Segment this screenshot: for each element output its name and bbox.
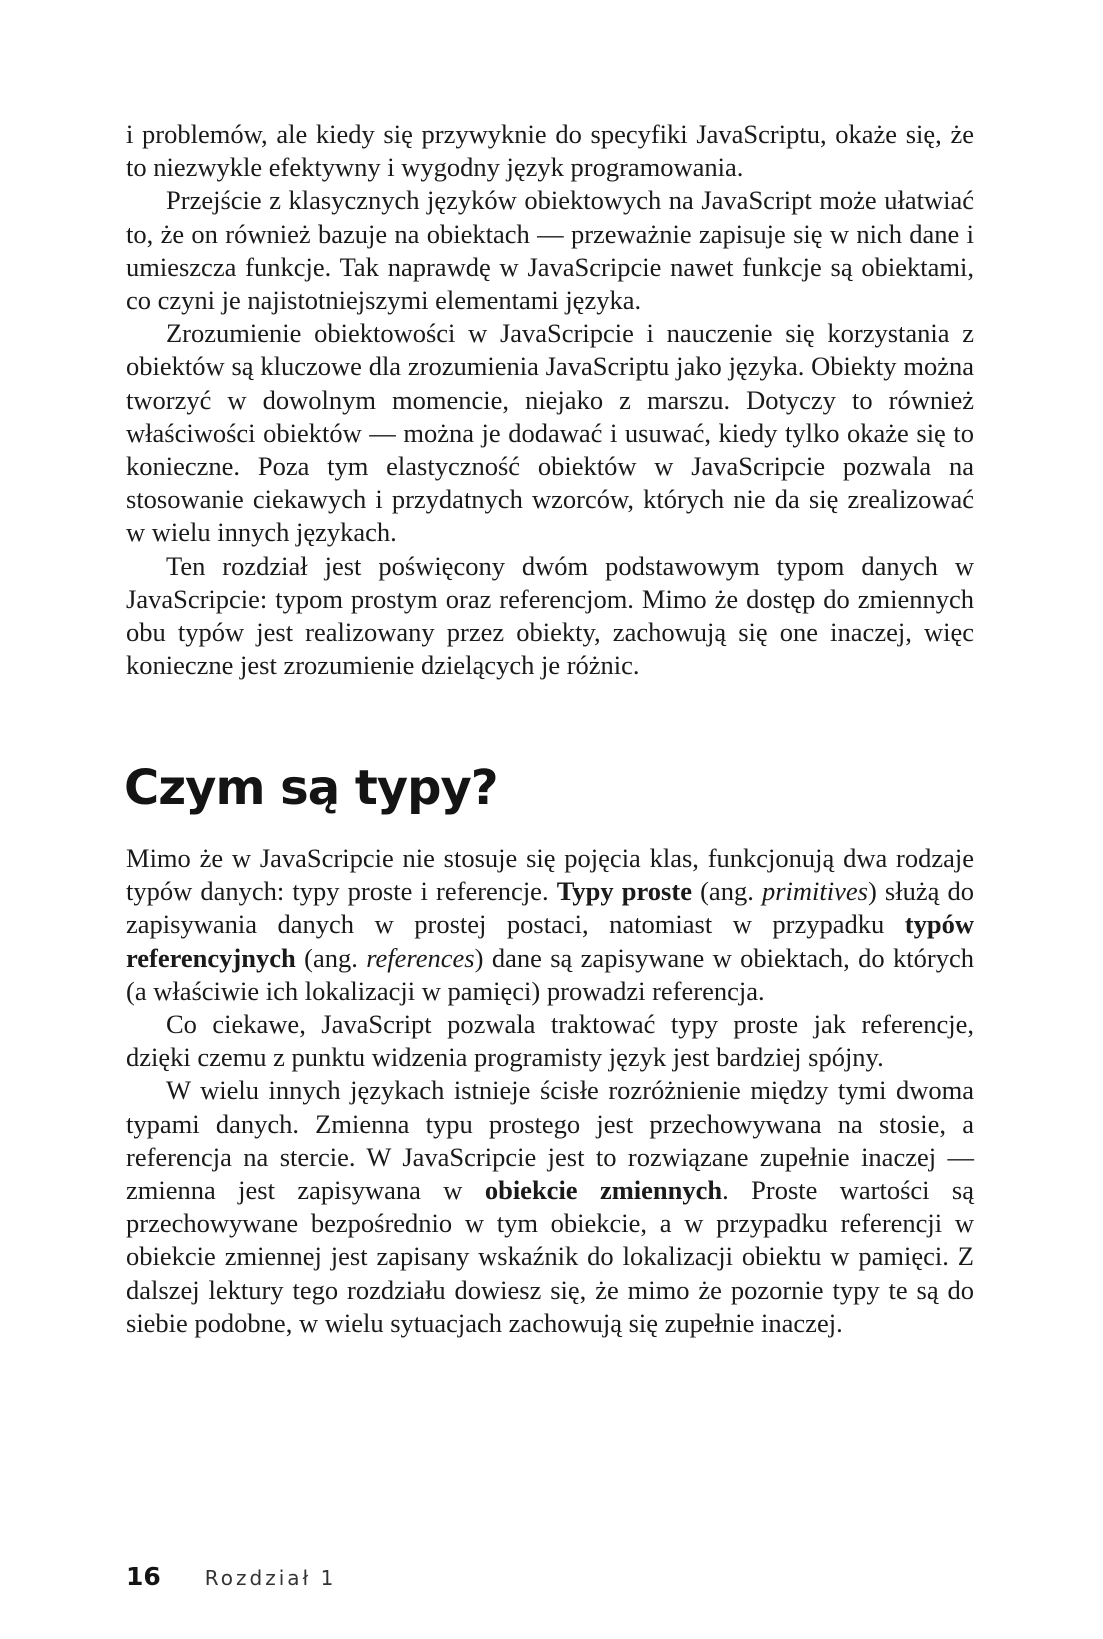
text-run: ) dane są zapisywane w obiektach, do których (a właściwie ich lokalizacji w pamięci) prowadzi referencja.	[126, 942, 974, 1006]
italic-term-primitives: primitives	[761, 876, 868, 907]
intro-paragraph-4: Ten rozdział jest poświęcony dwóm podstawowym typom danych w JavaScripcie: typom prostym oraz referencjom. Mimo że dostęp do zmiennych obu typów jest realizowany przez obiekty, zachowują się one inaczej, więc konieczne jest zrozumienie dzielących je różnic.	[126, 550, 974, 681]
section-paragraph-1	[126, 842, 974, 1008]
bold-term-variable-object: obiekcie zmiennych	[484, 1175, 723, 1206]
text-run: Mimo że w JavaScripcie nie stosuje się pojęcia klas, funkcjonują dwa rodzaje typów danych: typy proste i referencje.	[126, 843, 974, 907]
page-footer	[126, 1562, 336, 1594]
text-run: (ang.	[295, 942, 367, 973]
bold-term-references: typów referencyjnych	[126, 909, 974, 973]
intro-paragraph-1: i problemów, ale kiedy się przywyknie do specyfiki JavaScriptu, okaże się, że to niezwykle efektywny i wygodny język programowania.	[126, 119, 974, 183]
text-run: . Proste wartości są przechowywane bezpośrednio w tym obiekcie, a w przypadku referencji w obiekcie zmiennej jest zapisany wskaźnik do lokalizacji obiektu w pamięci. Z dalszej lektury tego rozdziału dowiesz się, że mimo że pozornie typy te są do siebie podobne, w wielu sytuacjach zachowują się zupełnie inaczej.	[126, 1175, 974, 1338]
italic-term-references: references	[366, 942, 475, 973]
bold-term-primitives: Typy proste	[556, 876, 692, 907]
intro-paragraph-2: Przejście z klasycznych języków obiektowych na JavaScript może ułatwiać to, że on również bazuje na obiektach — przeważnie zapisuje się w nich dane i umieszcza funkcje. Tak naprawdę w JavaScripcie nawet funkcje są obiektami, co czyni je najistotniejszymi elementami języka.	[126, 185, 974, 316]
text-run: (ang.	[691, 876, 762, 907]
section-heading: Czym są typy?	[124, 760, 498, 816]
text-run: W wielu innych językach istnieje ścisłe rozróżnienie między tymi dwoma typami danych. Zmienna typu prostego jest przechowywana na stosie, a referencja na stercie. W JavaScripcie jest to rozwiązane zupełnie inaczej — zmienna jest zapisywana w	[126, 1075, 974, 1206]
section-paragraph-2: Co ciekawe, JavaScript pozwala traktować typy proste jak referencje, dzięki czemu z punktu widzenia programisty język jest bardziej spójny.	[126, 1009, 974, 1073]
intro-paragraph-3: Zrozumienie obiektowości w JavaScripcie i nauczenie się korzystania z obiektów są kluczowe dla zrozumienia JavaScriptu jako języka. Obiekty można tworzyć w dowolnym momencie, niejako z marszu. Dotyczy to również właściwości obiektów — można je dodawać i usuwać, kiedy tylko okaże się to konieczne. Poza tym elastyczność obiektów w JavaScripcie pozwala na stosowanie ciekawych i przydatnych wzorców, których nie da się zrealizować w wielu innych językach.	[126, 318, 974, 548]
section-paragraph-3	[126, 1074, 974, 1340]
page-number: 16	[126, 1562, 161, 1591]
chapter-label: Rozdział 1	[204, 1566, 337, 1590]
section-body	[126, 842, 974, 1340]
text-run: ) służą do zapisywania danych w prostej postaci, natomiast w przypadku	[126, 876, 974, 940]
intro-text	[126, 118, 974, 682]
